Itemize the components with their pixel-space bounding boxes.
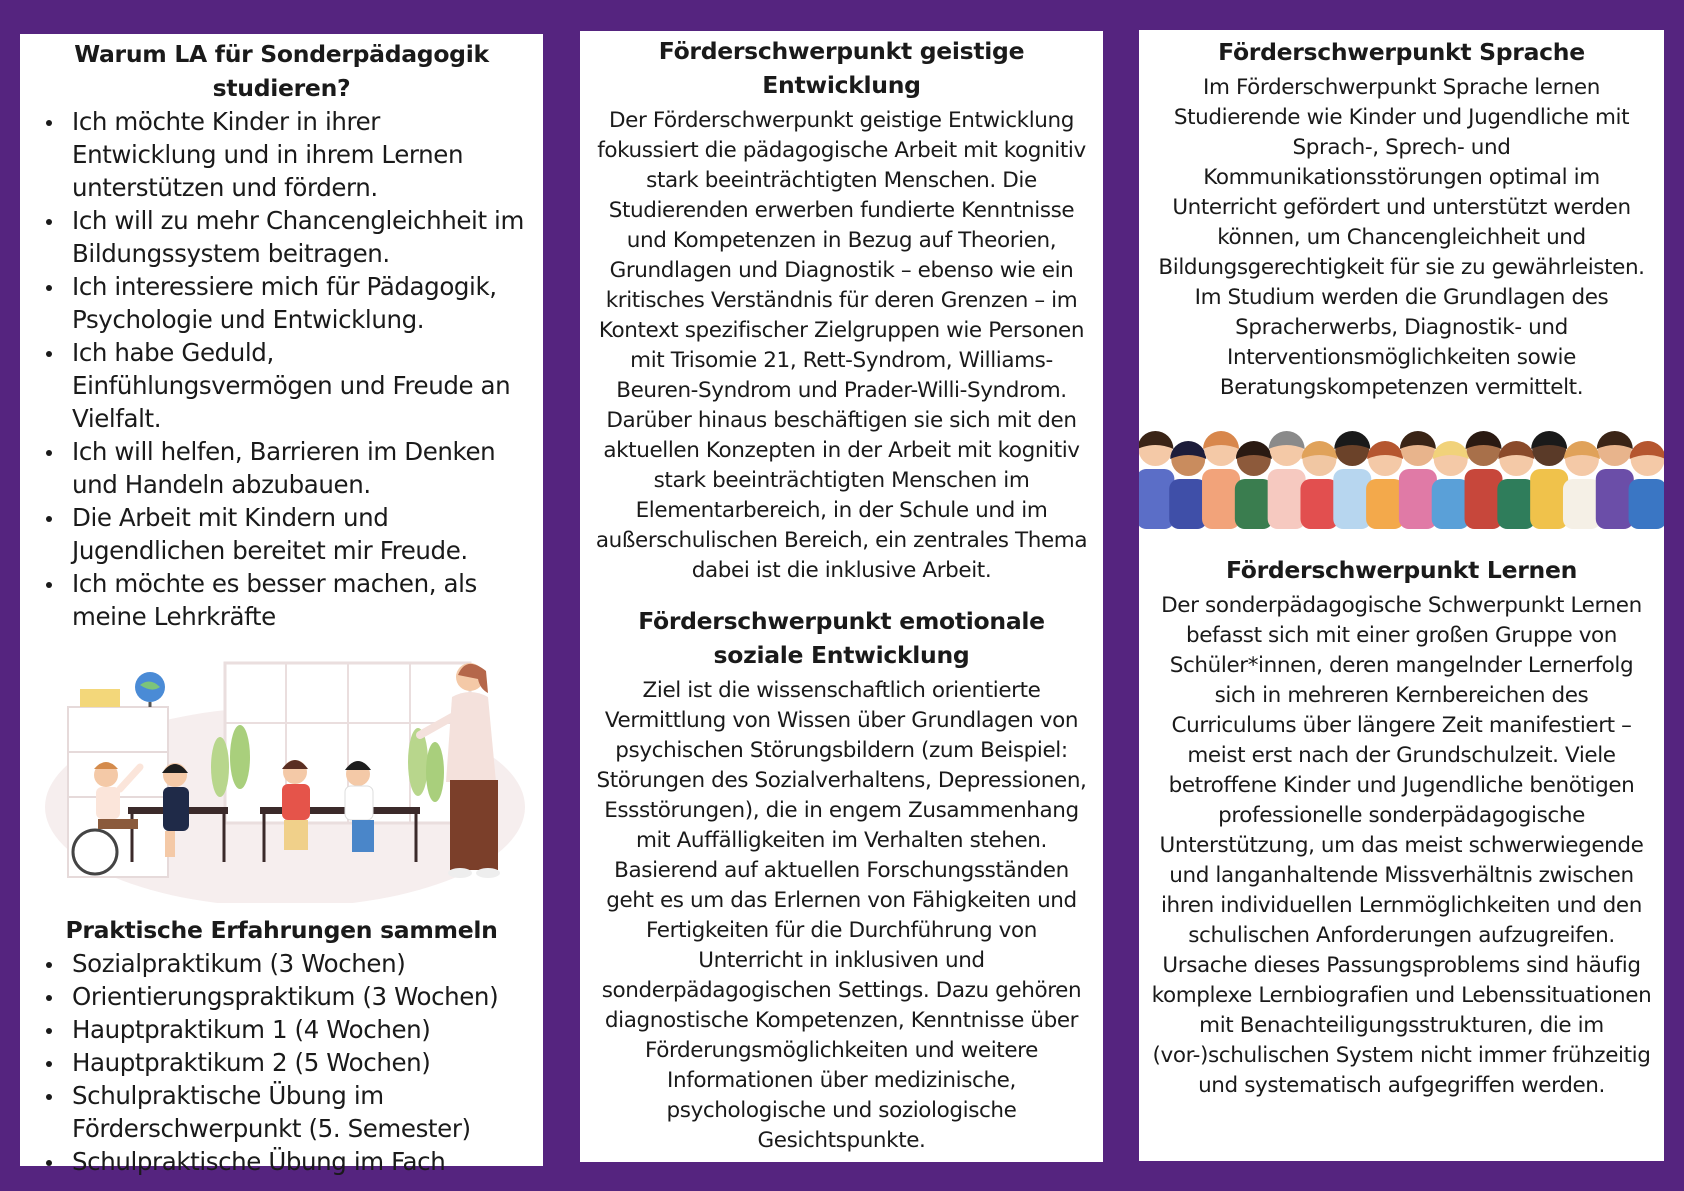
- geistige-entwicklung-heading: Förderschwerpunkt geistige Entwicklung: [658, 37, 1025, 99]
- reasons-list: [34, 105, 529, 633]
- child-body: [1169, 479, 1207, 529]
- list-item: Hauptpraktikum 1 (4 Wochen): [72, 1013, 529, 1046]
- list-item: Die Arbeit mit Kindern und Jugendlichen bereitet mir Freude.: [72, 501, 529, 567]
- child-body: [1465, 469, 1503, 529]
- sprache-text: Im Förderschwerpunkt Sprache lernen Studierende wie Kinder und Jugendliche mit Sprach-, Sprech- und Kommunikationsstörungen optimal im Unterricht gefördert und unterstützt werden können, um Chancengleichheit und Bildungsgerechtigkeit für sie zu gewährleisten. Im Studium werden die Grundlagen des Spracherwerbs, Diagnostik- und Interventionsmöglichkeiten sowie Beratungskompetenzen vermittelt.: [1158, 75, 1645, 400]
- child-body: [1333, 469, 1371, 529]
- child-body: [1300, 479, 1338, 529]
- list-item: Orientierungspraktikum (3 Wochen): [72, 980, 529, 1013]
- child-body: [1530, 469, 1568, 529]
- right-panel: [1139, 30, 1664, 1161]
- child-body: [1139, 469, 1174, 529]
- child-body: [1399, 469, 1437, 529]
- lernen-heading: Förderschwerpunkt Lernen: [1225, 556, 1578, 584]
- list-item: Schulpraktische Übung im Fach: [72, 1145, 529, 1178]
- list-item: Ich will helfen, Barrieren im Denken und Handeln abzubauen.: [72, 435, 529, 501]
- child-body: [1366, 479, 1404, 529]
- child-body: [1432, 479, 1470, 529]
- emotionale-soziale-text: Ziel ist die wissenschaftlich orientierte Vermittlung von Wissen über Grundlagen von psychischen Störungsbildern (zum Beispiel: Störungen des Sozialverhaltens, Depressionen, Essstörungen), die in engem Zusammenhang mit Auffälligkeiten im Verhalten stehen. Basierend auf aktuellen Forschungsständen geht es um das Erlernen von Fähigkeiten und Fertigkeiten für die Durchführung von Unterricht in inklusiven und sonderpädagogischen Settings. Dazu gehören diagnostische Kompetenzen, Kenntnisse über Förderungsmöglichkeiten und weitere Informationen über medizinische, psychologische und soziologische Gesichtspunkte.: [596, 678, 1087, 1153]
- list-item: Schulpraktische Übung im Förderschwerpunkt (5. Semester): [72, 1079, 529, 1145]
- emotionale-soziale-heading: Förderschwerpunkt emotionale soziale Entwicklung: [638, 607, 1045, 669]
- list-item: Ich habe Geduld, Einfühlungsvermögen und Freude an Vielfalt.: [72, 336, 529, 435]
- geistige-entwicklung-text: Der Förderschwerpunkt geistige Entwicklung fokussiert die pädagogische Arbeit mit kognitiv stark beeinträchtigten Menschen. Die Studierenden erwerben fundierte Kenntnisse und Kompetenzen in Bezug auf Theorien, Grundlagen und Diagnostik – ebenso wie ein kritisches Verständnis für deren Grenzen – im Kontext spezifischer Zielgruppen wie Personen mit Trisomie 21, Rett-Syndrom, Williams-Beuren-Syndrom und Prader-Willi-Syndrom. Darüber hinaus beschäftigen sie sich mit den aktuellen Konzepten in der Arbeit mit kognitiv stark beeinträchtigten Menschen im Elementarbereich, in der Schule und im außerschulischen Bereich, ein zentrales Thema dabei ist die inklusive Arbeit.: [595, 108, 1088, 583]
- children-group-illustration: [1139, 411, 1664, 529]
- child-body: [1268, 469, 1306, 529]
- child-body: [1497, 479, 1535, 529]
- left-panel: [20, 34, 543, 1176]
- practice-heading: Praktische Erfahrungen sammeln: [65, 916, 498, 944]
- list-item: Ich will zu mehr Chancengleichheit im Bildungssystem beitragen.: [72, 204, 529, 270]
- list-item: Hauptpraktikum 2 (5 Wochen): [72, 1046, 529, 1079]
- list-item: Sozialpraktikum (3 Wochen): [72, 947, 529, 980]
- child-body: [1235, 479, 1273, 529]
- why-study-heading: Warum LA für Sonderpädagogik studieren?: [74, 40, 489, 102]
- child-body: [1629, 479, 1664, 529]
- middle-panel: [580, 31, 1103, 1162]
- list-item: Ich möchte Kinder in ihrer Entwicklung und in ihrem Lernen unterstützen und fördern.: [72, 105, 529, 204]
- child-body: [1596, 469, 1634, 529]
- practice-list: [34, 947, 529, 1178]
- child-body: [1563, 479, 1601, 529]
- child-body: [1202, 469, 1240, 529]
- classroom-illustration: [40, 657, 530, 903]
- list-item: Ich möchte es besser machen, als meine Lehrkräfte: [72, 567, 529, 633]
- sprache-heading: Förderschwerpunkt Sprache: [1218, 38, 1585, 66]
- lernen-text: Der sonderpädagogische Schwerpunkt Lernen befasst sich mit einer großen Gruppe von Schüler*innen, deren mangelnder Lernerfolg sich in mehreren Kernbereichen des Curriculums über längere Zeit manifestiert – meist erst nach der Grundschulzeit. Viele betroffene Kinder und Jugendliche benötigen professionelle sonderpädagogische Unterstützung, um das meist schwerwiegende und langanhaltende Missverhältnis zwischen ihren individuellen Lernmöglichkeiten und den schulischen Anforderungen aufzugreifen. Ursache dieses Passungsproblems sind häufig komplexe Lernbiografien und Lebenssituationen mit Benachteiligungsstrukturen, die im (vor-)schulischen System nicht immer frühzeitig und systematisch aufgegriffen werden.: [1151, 593, 1652, 1098]
- list-item: Ich interessiere mich für Pädagogik, Psychologie und Entwicklung.: [72, 270, 529, 336]
